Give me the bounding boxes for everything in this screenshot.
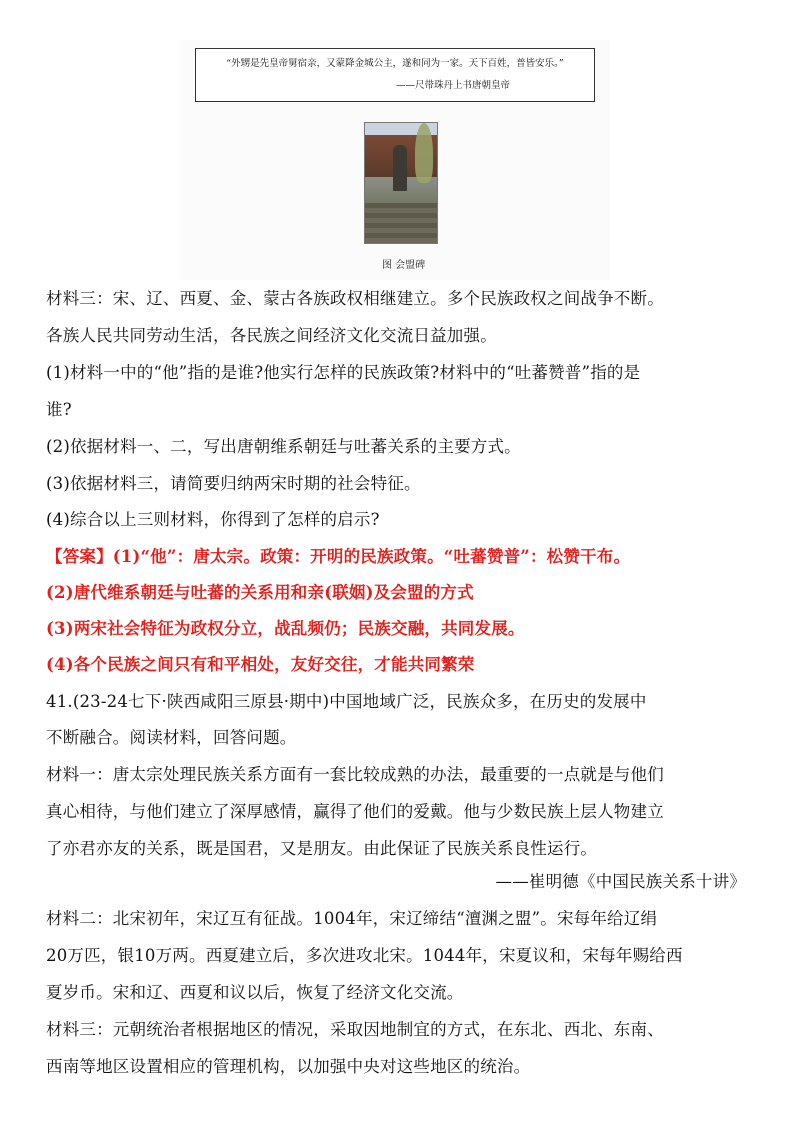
answer-1: 【答案】(1)“他”：唐太宗。政策：开明的民族政策。“吐蕃赞普”：松赞干布。 xyxy=(46,547,631,566)
material-two-line: 20万匹，银10万两。西夏建立后，多次进攻北宋。1044年，宋夏议和，宋每年赐给西 xyxy=(46,946,683,965)
material-two-line: 材料二：北宋初年，宋辽互有征战。1004年，宋辽缔结“澶渊之盟”。宋每年给辽绢 xyxy=(46,909,658,928)
quote-text: “外甥是先皇帝舅宿亲，又蒙降金城公主，遂和同为一家。天下百姓，普皆安乐。” xyxy=(226,58,564,69)
question-3: (3)依据材料三，请简要归纳两宋时期的社会特征。 xyxy=(46,474,421,493)
answer-3: (3)两宋社会特征为政权分立，战乱频仍；民族交融，共同发展。 xyxy=(46,619,525,638)
answer-2: (2)唐代维系朝廷与吐蕃的关系用和亲(联姻)及会盟的方式 xyxy=(46,583,474,602)
answer-4: (4)各个民族之间只有和平相处，友好交往，才能共同繁荣 xyxy=(46,655,475,674)
question-4: (4)综合以上三则材料，你得到了怎样的启示? xyxy=(46,510,380,529)
quote-attribution: ——尺带珠丹上书唐朝皇帝 xyxy=(395,80,510,91)
figure-caption: 图 会盟碑 xyxy=(382,260,426,271)
quote-box xyxy=(195,48,595,102)
question-41-header-cont: 不断融合。阅读材料，回答问题。 xyxy=(46,728,297,747)
material-three-line: 材料三：宋、辽、西夏、金、蒙古各族政权相继建立。多个民族政权之间战争不断。 xyxy=(46,289,664,308)
question-1-cont: 谁? xyxy=(46,400,72,419)
wall-shape xyxy=(365,203,437,243)
material-three-line: 材料三：元朝统治者根据地区的情况，采取因地制宜的方式，在东北、西北、东南、 xyxy=(46,1020,664,1039)
figure xyxy=(180,40,610,280)
material-one-line: 材料一：唐太宗处理民族关系方面有一套比较成熟的办法，最重要的一点就是与他们 xyxy=(46,765,664,784)
material-one-source: ——崔明德《中国民族关系十讲》 xyxy=(495,872,746,891)
material-one-line: 真心相待，与他们建立了深厚感情，赢得了他们的爱戴。他与少数民族上层人物建立 xyxy=(46,802,664,821)
stele-shape xyxy=(393,145,407,191)
material-three-line: 各族人民共同劳动生活，各民族之间经济文化交流日益加强。 xyxy=(46,326,497,345)
question-1: (1)材料一中的“他”指的是谁?他实行怎样的民族政策?材料中的“吐蕃赞普”指的是 xyxy=(46,363,641,382)
material-one-line: 了亦君亦友的关系，既是国君，又是朋友。由此保证了民族关系良性运行。 xyxy=(46,839,598,858)
material-three-line: 西南等地区设置相应的管理机构，以加强中央对这些地区的统治。 xyxy=(46,1057,531,1076)
alliance-stele-photo xyxy=(364,122,438,244)
tree-shape xyxy=(415,123,433,183)
question-2: (2)依据材料一、二，写出唐朝维系朝廷与吐蕃关系的主要方式。 xyxy=(46,437,521,456)
material-two-line: 夏岁币。宋和辽、西夏和议以后，恢复了经济文化交流。 xyxy=(46,983,464,1002)
question-41-header: 41.(23-24七下·陕西咸阳三原县·期中)中国地域广泛，民族众多，在历史的发展中 xyxy=(46,692,647,711)
